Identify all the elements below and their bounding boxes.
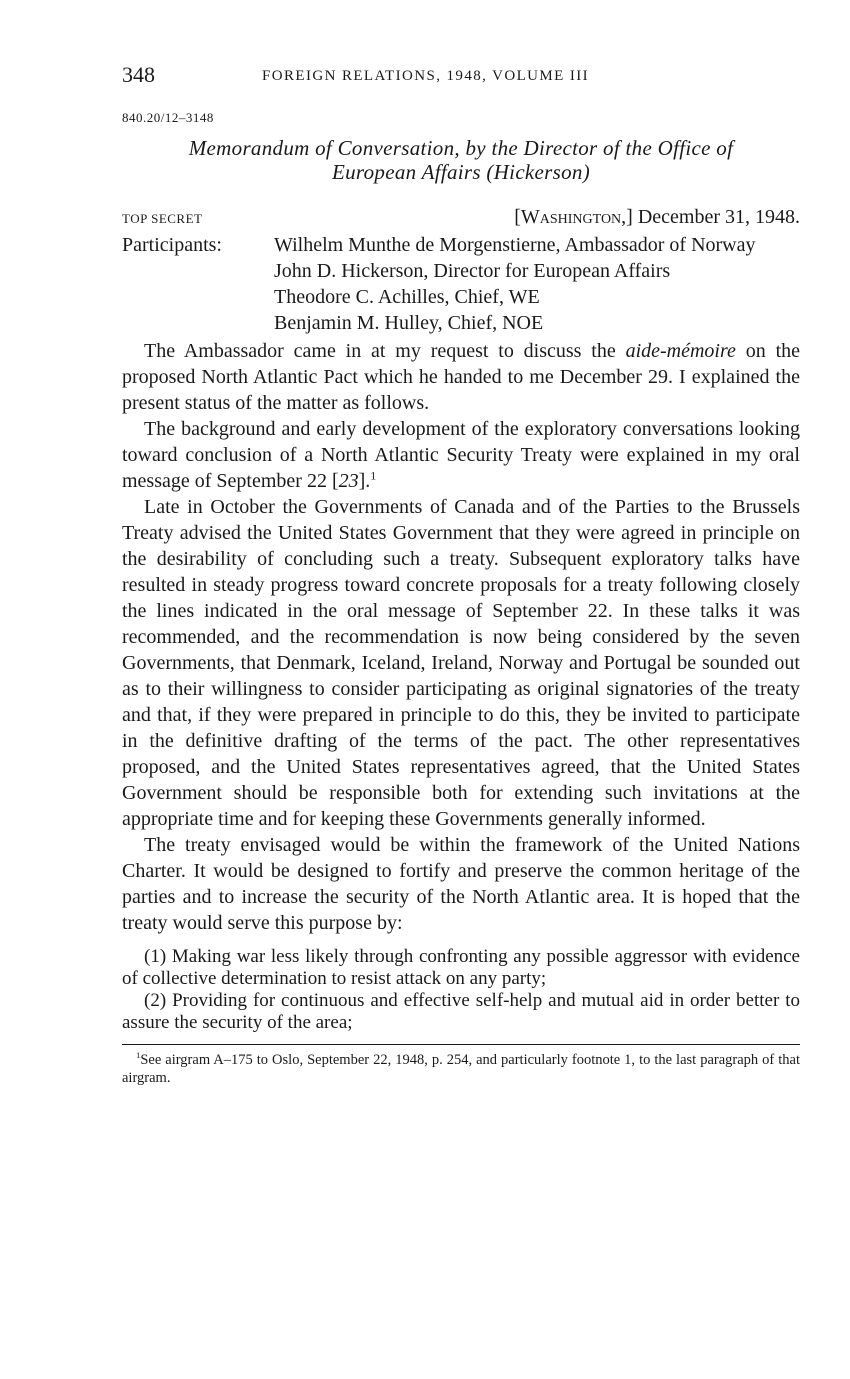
dateline xyxy=(514,206,800,229)
document-title-line-2: European Affairs (Hickerson) xyxy=(331,160,591,184)
list-item: (2) Providing for continuous and effective self-help and mutual aid in order better to assure the security of the area; xyxy=(122,990,800,1033)
paragraph-2-text-b: ]. xyxy=(358,470,371,492)
footnote-reference[interactable]: 1 xyxy=(370,468,377,483)
participants-list xyxy=(274,232,800,336)
paragraph-3: Late in October the Governments of Canada and of the Parties to the Brussels Treaty advised the United States Government that they were agreed in principle on the desirability of concluding such a treaty. Subsequent exploratory talks have resulted in steady progress toward concrete proposals for a treaty following closely the lines indicated in the oral message of September 22. In these talks it was recommended, and the recommendation is now being considered by the seven Governments, that Denmark, Iceland, Ireland, Norway and Portugal be sounded out as to their willingness to consider participating as original signatories of the treaty and that, if they were prepared in principle to do this, they be invited to participate in the definitive drafting of the terms of the pact. The other representatives proposed, and the United States representatives agreed, that the United States Government should be responsible both for extending such invitations at the appropriate time and for keeping these Governments generally informed. xyxy=(122,496,800,830)
file-number: 840.20/12–3148 xyxy=(122,110,214,125)
purpose-list xyxy=(122,946,800,1034)
classification-label: TOP SECRET xyxy=(122,211,203,226)
dateline-date: December 31, 1948. xyxy=(637,206,800,228)
footnote xyxy=(122,1051,800,1087)
participants-label: Participants: xyxy=(122,234,222,256)
paragraph-4: The treaty envisaged would be within the framework of the United Nations Charter. It would be designed to fortify and preserve the common heritage of the parties and to increase the security of the North Atlantic area. It is hoped that the treaty would serve this purpose by: xyxy=(122,834,800,934)
participant-item: John D. Hickerson, Director for European Affairs xyxy=(274,260,671,282)
paragraph-1-italic: aide-mémoire xyxy=(625,340,736,362)
participants-block xyxy=(122,232,800,336)
running-title: FOREIGN RELATIONS, 1948, VOLUME III xyxy=(262,68,590,84)
paragraph-1-text-a: The Ambassador came in at my request to discuss the xyxy=(144,340,626,362)
body-text xyxy=(122,338,800,936)
participant-item: Wilhelm Munthe de Morgenstierne, Ambassador of Norway xyxy=(274,234,756,256)
participant-item: Theodore C. Achilles, Chief, WE xyxy=(274,286,540,308)
paragraph-2-text-a: The background and early development of the exploratory conversations looking toward conclusion of a North Atlantic Security Treaty were explained in my oral message of September 22 [ xyxy=(122,418,800,492)
paragraph-2-italic: 23 xyxy=(338,470,359,492)
paragraph-1-text-b: on the proposed North Atlantic Pact which he handed to me December 29. I explained the present status of the matter as follows. xyxy=(122,340,801,414)
paragraph-1 xyxy=(122,338,800,416)
footnote-divider xyxy=(122,1044,800,1045)
footnote-marker: 1 xyxy=(136,1050,141,1061)
dateline-place: [Washington,] xyxy=(514,206,633,228)
document-title xyxy=(122,136,800,184)
page-number: 348 xyxy=(122,62,155,87)
running-head xyxy=(122,62,800,92)
participant-item: Benjamin M. Hulley, Chief, NOE xyxy=(274,312,544,334)
document-title-line-1: Memorandum of Conversation, by the Director of the Office of xyxy=(188,136,734,160)
footnote-text: See airgram A–175 to Oslo, September 22, 1948, p. 254, and particularly footnote 1, to the last paragraph of that airgram. xyxy=(122,1052,800,1086)
paragraph-2 xyxy=(122,416,800,494)
list-item: (1) Making war less likely through confronting any possible aggressor with evidence of collective determination to resist attack on any party; xyxy=(122,946,800,989)
classification-line xyxy=(122,206,800,232)
document-page xyxy=(122,62,800,1087)
